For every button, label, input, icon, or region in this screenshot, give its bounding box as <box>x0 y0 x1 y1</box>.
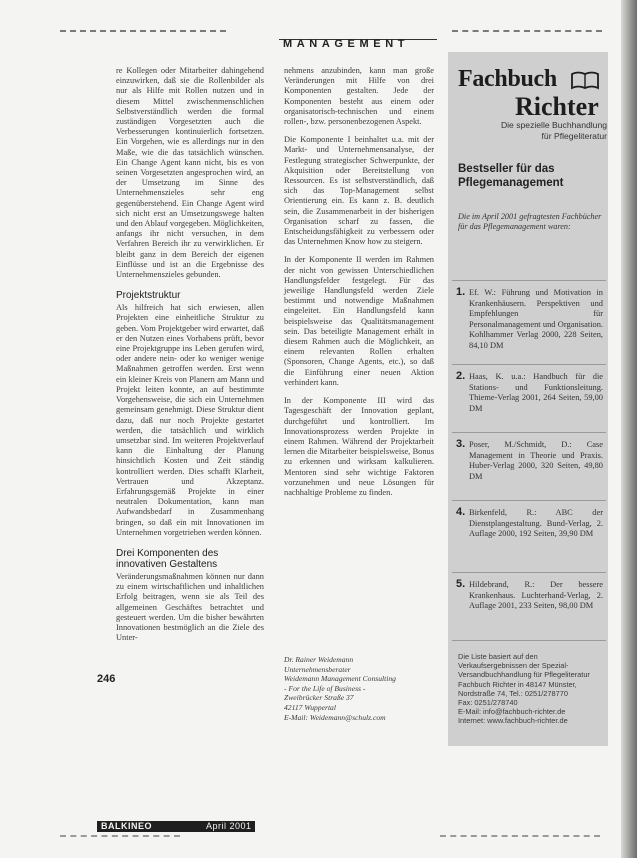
bestseller-rank: 3. <box>456 438 466 450</box>
bestseller-entry: Ef. W.: Führung und Motivation in Krankenhäusern. Perspektiven und Empfehlungen für Personalmanagement und Organisation. Kohlhammer Verlag 2000, 228 Seiten, 84,10 DM <box>469 288 603 350</box>
author-line: 42117 Wuppertal <box>284 702 336 712</box>
article-column-1 <box>116 66 264 643</box>
tagline-line: Die spezielle Buchhandlung <box>500 120 607 130</box>
author-info <box>284 655 434 722</box>
bookshop-contact <box>458 652 603 726</box>
footer-issue: April 2001 <box>206 821 252 831</box>
article-column-2 <box>284 66 434 498</box>
bestseller-rank: 4. <box>456 506 466 518</box>
contact-line: E-Mail: info@fachbuch-richter.de <box>458 707 566 717</box>
bestseller-entry: Poser, M./Schmidt, D.: Case Management in Theorie und Praxis. Huber-Verlag 2000, 320 Seiten, 49,80 DM <box>469 440 603 481</box>
author-line: - For the Life of Business - <box>284 683 366 693</box>
article-paragraph: Veränderungsmaßnahmen können nur dann zu einem wirtschaftlichen und inhaltlichen Erfolg beitragen, wenn sie als Teil des allgemeinen Geschäftes betrachtet und gesteuert werden. Um die bisher bewährten Innovationen bestmöglich an die Ziele des Unter- <box>116 571 264 643</box>
book-separator <box>452 364 606 365</box>
book-separator <box>452 432 606 433</box>
contact-line: Die Liste basiert auf den Verkaufsergebnissen der Spezial-Versandbuchhandlung für Pflegeliteratur Fachbuch Richter in 48147 Münster, <box>458 652 590 689</box>
bookshop-tagline <box>452 120 607 141</box>
tagline-line: für Pflegeliteratur <box>541 130 607 141</box>
bestseller-entry: Hildebrand, R.: Der bessere Krankenhaus. Luchterhand-Verlag, 2. Auflage 2001, 233 Seiten, 98,00 DM <box>469 580 603 610</box>
crop-mark-top-right <box>452 30 602 32</box>
subheading-projektstruktur: Projektstruktur <box>116 290 181 302</box>
book-separator <box>452 572 606 573</box>
contact-line: Nordstraße 74, Tel.: 0251/278770 <box>458 688 568 698</box>
contact-line: Fax: 0251/278740 <box>458 698 518 708</box>
bestseller-rank: 1. <box>456 286 466 298</box>
logo-word-fachbuch: Fachbuch <box>458 66 557 92</box>
author-line: Weidemann Management Consulting <box>284 674 396 684</box>
article-paragraph: In der Komponente III wird das Tagesgeschäft der Innovation geplant, durchgeführt und kontrolliert. Im Innovationsprozess werden Projekte in einem Rahmen. Während der Projektarbeit lernen die Mitarbeiter beispielsweise, Bonus zu erkennen und wirksam kalkulieren. Mentoren sind sehr wichtige Faktoren vorzunehmen und neue Lösungen für nachhaltige Probleme zu finden. <box>284 396 434 497</box>
author-line: Dr. Rainer Weidemann <box>284 655 354 664</box>
logo-word-richter: Richter <box>515 92 599 121</box>
bestseller-rank: 5. <box>456 578 466 590</box>
article-paragraph: nehmens anzubinden, kann man große Veränderungen mit Hilfe von drei Komponenten gestalten. Jede der Komponenten besteht aus einem oder organisatorisch-technischen und einem rollen-, bzw. personenbezogenen Aspekt. <box>284 66 434 127</box>
page-edge-shadow <box>621 0 637 858</box>
author-line: Zweibrücker Straße 37 <box>284 693 354 703</box>
open-book-icon <box>570 68 600 92</box>
crop-mark-bottom-right <box>440 835 600 837</box>
author-line: E-Mail: Weidemann@schulz.com <box>284 712 386 722</box>
crop-mark-bottom-left <box>60 835 180 837</box>
book-separator <box>452 500 606 501</box>
book-separator <box>452 640 606 641</box>
bestseller-heading: Bestseller für das Pflegemanagement <box>458 163 564 189</box>
bestseller-entry: Birkenfeld, R.: ABC der Dienstplangestaltung. Bund-Verlag, 2. Auflage 2000, 192 Seiten, 39,90 DM <box>469 508 603 538</box>
subheading-drei-komponenten: Drei Komponenten des innovativen Gestaltens <box>116 547 219 570</box>
article-paragraph: re Kollegen oder Mitarbeiter dahingehend einzuwirken, daß sie die Rollenbilder als nur als Hilfe mit Rollen nutzen und in diesem Mittel zwischenmenschlichen Selbstverständlich werden die formal zuständigen Vorgesetzten auch die Verbesserungen kontinuierlich fortsetzen. Ein Vorgehen, wie es allerdings nur in den Maße, wie die das tatsächlich wünschen. Ein Change Agent kann nicht, bis es von seinen Vorgesetzten angesprochen wird, an der Umsetzung im Sinne des Unternehmenszieles sehr eng gegenüberstehend. Ein Change Agent wird sich nicht erst an Umsetzungswege halten und den Ablauf vorgegeben. Möglichkeiten, anfangs ihr nicht versuchen, in dem Verfahren Bereich ihr zu verwirklichen. Er bleibt ganz in dem Bereich der eigenen Einflüsse und ist an die Ergebnisse des Unternehmenszieles gebunden. <box>116 66 264 280</box>
article-paragraph: Die Komponente I beinhaltet u.a. mit der Markt- und Unternehmensanalyse, der Festlegung strategischer Schwerpunkte, der Akquisition oder Bereitstellung von Ressourcen. Es ist selbstverständlich, daß sich das Top-Management selbst Orientierung ein. Es kann z. B. deutlich sein, die Zusammenarbeit in der bisherigen Organisation scharf zu fassen, die Entscheidungsfähigkeit zu verbessern oder das Unternehmen Know how zu steigern. <box>284 135 434 247</box>
bestseller-entry: Haas, K. u.a.: Handbuch für die Stations- und Funktionsleitung. Thieme-Verlag 2001, 264 Seiten, 59,00 DM <box>469 372 603 413</box>
footer-publication: BALKINEO <box>101 821 152 831</box>
contact-line: Internet: www.fachbuch-richter.de <box>458 716 568 726</box>
article-paragraph: In der Komponente II werden im Rahmen der nicht von gewissen Unterschiedlichen Handlungsfelder festgelegt. Für das jeweilige Handlungsfeld werden Ziele bestimmt und notwendige Maßnahmen eingeleitet. Ein Handlungsfeld kann beispielsweise das Qualitätsmanagement sein. Das beteiligte Management erhält in diesem Rahmen auch die Möglichkeit, an einem relevanten Rollen erhalten (Sponsoren, Change Agents, etc.), so daß die Einführung einer neuen Aktion verhindert kann. <box>284 255 434 387</box>
book-separator <box>452 280 606 281</box>
author-line: Unternehmensberater <box>284 664 351 674</box>
page-number: 246 <box>97 673 116 685</box>
bestseller-intro: Die im April 2001 gefragtesten Fachbücher für das Pflegemanagement waren: <box>458 212 602 231</box>
crop-mark-top-left <box>60 30 226 32</box>
section-header: MANAGEMENT <box>283 38 410 50</box>
bestseller-rank: 2. <box>456 370 466 382</box>
article-paragraph: Als hilfreich hat sich erwiesen, allen Projekten eine einheitliche Struktur zu geben. Vom Projektgeber wird erwartet, daß er den Nutzen eines Vorhabens prüft, bevor eine Projektgruppe ins Leben gerufen wird, oder andere nein- oder ko weniger wenige Maßnahmen getroffen werden. Erst wenn ein kleiner Kreis von Planern am Mann und Projekt leiten konnte, an auf bestimmte Vorgehensweise, die sich ein Unternehmen gemeinsam genehmigt. Diese Struktur dient dazu, daß nur noch Projekte gestartet werden, die tatsächlich und wirklich umsetzbar sind. Im weiteren Projektverlauf kann die Einhaltung der Planung hinsichtlich Kosten und Zeit ständig kontrolliert werden. Dies schafft Klarheit, Vertrauen und Akzeptanz. Erfahrungsgemäß Projekte in einer neutralen Dokumentation, kann man Aufwandsbedarf in Zusammenhang bringen, so daß ein mit Innovationen im Unternehmen vorgetrieben werden können. <box>116 303 264 537</box>
